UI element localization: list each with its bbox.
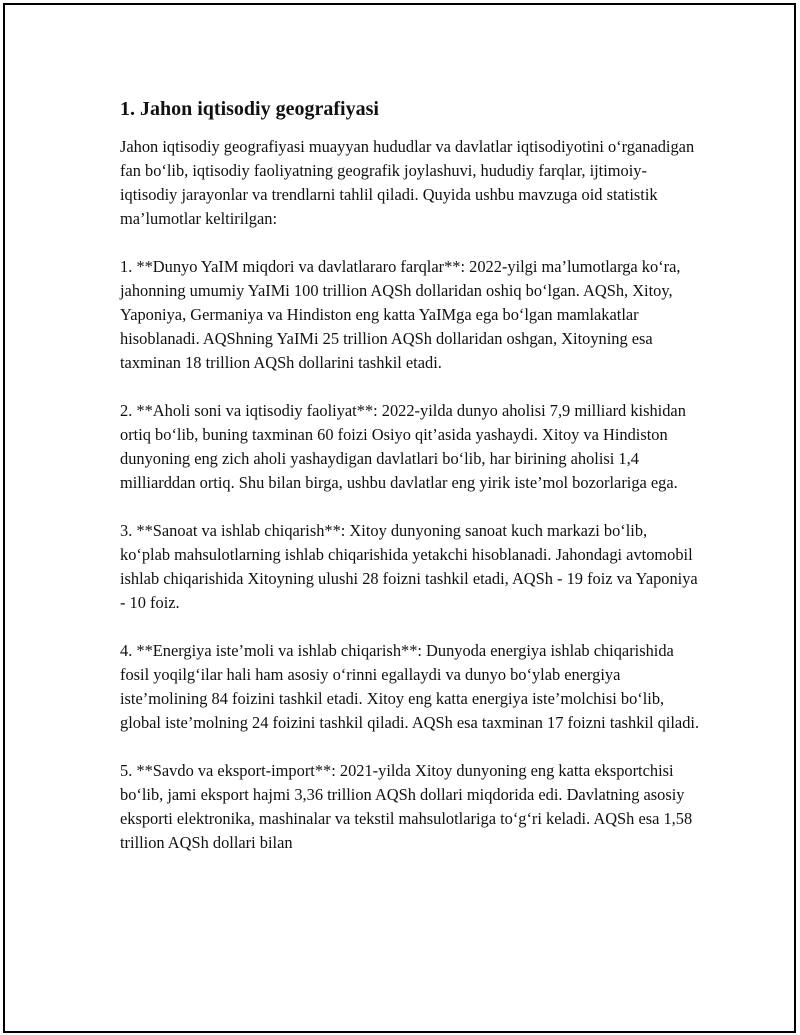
paragraph-trade: 5. **Savdo va eksport-import**: 2021-yilda Xitoy dunyoning eng katta eksportchisi bo‘lib, jami eksport hajmi 3,36 trillion AQSh dollari miqdorida edi. Davlatning asosiy eksporti elektronika, mashinalar va tekstil mahsulotlariga to‘g‘ri keladi. AQSh esa 1,58 trillion AQSh dollari bilan <box>120 761 693 852</box>
paragraph-industry: 3. **Sanoat va ishlab chiqarish**: Xitoy dunyoning sanoat kuch markazi bo‘lib, ko‘plab mahsulotlarning ishlab chiqarishida yetakchi hisoblanadi. Jahondagi avtomobil ishlab chiqarishida Xitoyning ulushi 28 foizni tashkil etadi, AQSh - 19 foiz va Yaponiya - 10 foiz. <box>120 521 698 612</box>
paragraph-energy: 4. **Energiya iste’moli va ishlab chiqarish**: Dunyoda energiya ishlab chiqarishida fosil yoqilg‘ilar hali ham asosiy o‘rinni egallaydi va dunyo bo‘ylab energiya iste’molining 84 foizini tashkil etadi. Xitoy eng katta energiya iste’molchisi bo‘lib, global iste’molning 24 foizini tashkil qiladi. AQSh esa taxminan 17 foizni tashkil qiladi. <box>120 641 700 732</box>
document-page <box>3 3 796 1033</box>
document-body <box>120 97 700 879</box>
document-title: 1. Jahon iqtisodiy geografiyasi <box>120 98 379 120</box>
paragraph-gdp: 1. **Dunyo YaIM miqdori va davlatlararo farqlar**: 2022-yilgi ma’lumotlarga ko‘ra, jahonning umumiy YaIMi 100 trillion AQSh dollaridan oshiq bo‘lgan. AQSh, Xitoy, Yaponiya, Germaniya va Hindiston eng katta YaIMga ega bo‘lgan mamlakatlar hisoblanadi. AQShning YaIMi 25 trillion AQSh dollaridan oshgan, Xitoyning esa taxminan 18 trillion AQSh dollarini tashkil etadi. <box>120 257 681 372</box>
intro-paragraph: Jahon iqtisodiy geografiyasi muayyan hududlar va davlatlar iqtisodiyotini o‘rganadigan fan bo‘lib, iqtisodiy faoliyatning geografik joylashuvi, hududiy farqlar, ijtimoiy-iqtisodiy jarayonlar va trendlarni tahlil qiladi. Quyida ushbu mavzuga oid statistik ma’lumotlar keltirilgan: <box>120 137 695 228</box>
paragraph-population: 2. **Aholi soni va iqtisodiy faoliyat**: 2022-yilda dunyo aholisi 7,9 milliard kishidan ortiq bo‘lib, buning taxminan 60 foizi Osiyo qit’asida yashaydi. Xitoy va Hindiston dunyoning eng zich aholi yashaydigan davlatlari bo‘lib, har birining aholisi 1,4 milliarddan ortiq. Shu bilan birga, ushbu davlatlar eng yirik iste’mol bozorlariga ega. <box>120 401 686 492</box>
